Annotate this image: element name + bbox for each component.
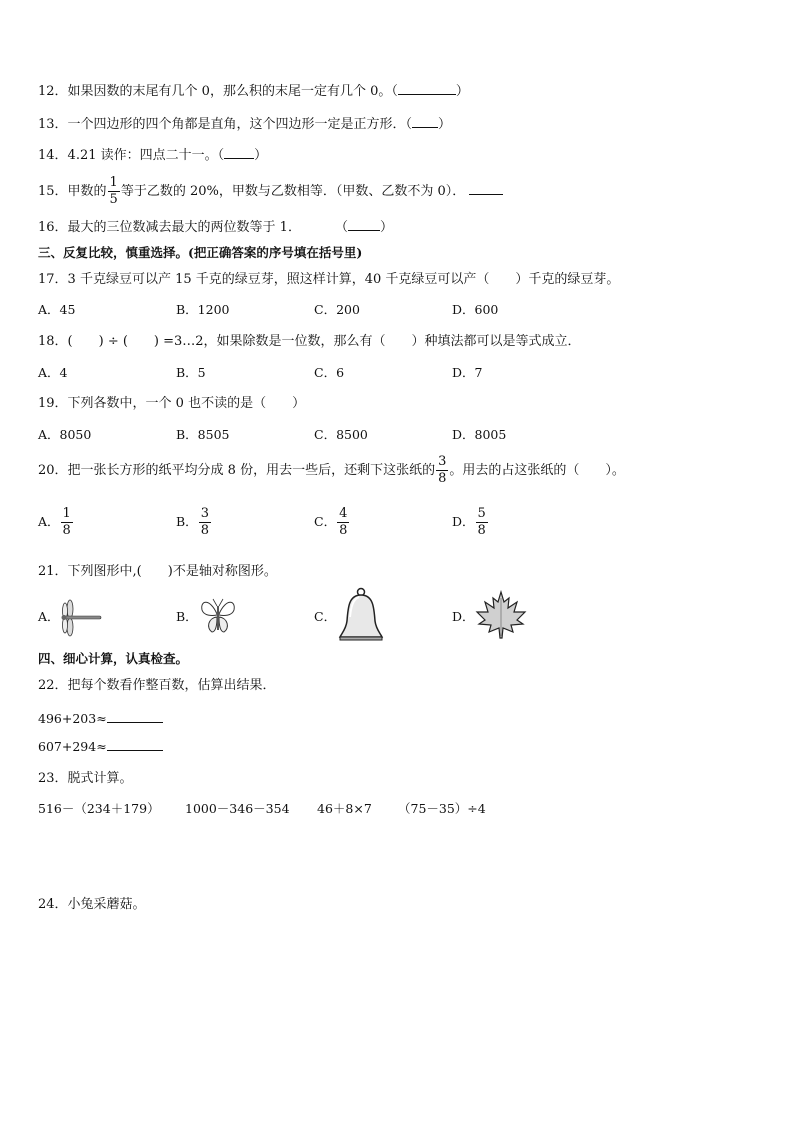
option-19-a[interactable]: A．8050 (38, 427, 92, 442)
question-12-text: 12．如果因数的末尾有几个 0，那么积的末尾一定有几个 0。（ (38, 84, 398, 99)
estimate-expression: 496+203≈ (38, 711, 107, 726)
question-22: 22．把每个数看作整百数，估算出结果． (38, 678, 276, 693)
maple-leaf-icon[interactable] (473, 590, 529, 640)
calc-expression-2: 1000－346－354 (185, 801, 290, 816)
question-12 (38, 82, 469, 101)
option-18-b[interactable]: B．5 (176, 365, 206, 380)
option-19-b[interactable]: B．8505 (176, 427, 230, 442)
fraction-three-eighths (436, 455, 448, 486)
question-17: 17．3 千克绿豆可以产 15 千克的绿豆芽，照这样计算，40 千克绿豆可以产（ ）千克的绿豆芽。 (38, 272, 620, 287)
fraction (199, 507, 211, 538)
question-19: 19．下列各数中，一个 0 也不读的是（ ） (38, 396, 306, 411)
answer-blank-14[interactable] (224, 146, 254, 159)
butterfly-icon[interactable] (198, 596, 238, 636)
option-21-b-label[interactable]: B． (176, 609, 198, 624)
estimate-item-1 (38, 710, 163, 728)
option-18-a[interactable]: A．4 (38, 365, 68, 380)
option-21-a-label[interactable]: A． (38, 609, 60, 624)
fraction (337, 507, 349, 538)
calc-expression-1: 516－（234＋179） (38, 801, 160, 816)
option-19-d[interactable]: D．8005 (452, 427, 507, 442)
numerator: 1 (109, 175, 118, 190)
numerator: 5 (477, 506, 486, 521)
option-18-c[interactable]: C．6 (314, 365, 345, 380)
fraction (61, 507, 73, 538)
question-20 (38, 455, 625, 486)
option-17-a[interactable]: A．45 (38, 302, 76, 317)
paren-close: ） (455, 84, 469, 99)
fraction (476, 507, 488, 538)
denominator: 8 (438, 471, 447, 486)
paren-close: ） (438, 117, 452, 132)
question-20-text-pre: 20．把一张长方形的纸平均分成 8 份，用去一些后，还剩下这张纸的 (38, 463, 436, 478)
question-13-text: 13．一个四边形的四个角都是直角，这个四边形一定是正方形．（ (38, 117, 413, 132)
denominator: 8 (339, 523, 348, 538)
question-14-text: 14．4.21 读作：四点二十一。（ (38, 148, 225, 163)
section-3-heading: 三、反复比较，慎重选择。(把正确答案的序号填在括号里) (38, 245, 363, 260)
option-20-c[interactable] (314, 505, 350, 539)
option-19-c[interactable]: C．8500 (314, 427, 368, 442)
calc-expression-4: （75－35）÷4 (398, 801, 486, 816)
estimate-expression: 607+294≈ (38, 739, 107, 754)
estimate-item-2 (38, 738, 163, 756)
question-15 (38, 176, 503, 207)
question-20-text-post: 。用去的占这张纸的（ ）。 (449, 463, 625, 478)
question-15-text-post: 等于乙数的 20%，甲数与乙数相等．（甲数、乙数不为 0）． (120, 184, 466, 199)
bell-icon[interactable] (336, 587, 386, 643)
calc-expression-3: 46＋8×7 (317, 801, 372, 816)
option-20-b[interactable] (176, 505, 212, 539)
option-17-b[interactable]: B．1200 (176, 302, 230, 317)
answer-blank-22-1[interactable] (107, 710, 163, 723)
option-17-c[interactable]: C．200 (314, 302, 360, 317)
option-label: B． (176, 514, 198, 529)
option-label: C． (314, 514, 337, 529)
numerator: 3 (438, 454, 447, 469)
paren-close: ） (254, 148, 268, 163)
paren-close: ） (379, 220, 393, 235)
question-16-text: 16．最大的三位数减去最大的两位数等于 1． (38, 220, 301, 235)
option-18-d[interactable]: D．7 (452, 365, 483, 380)
section-4-heading: 四、细心计算，认真检查。 (38, 651, 189, 666)
option-20-d[interactable] (452, 505, 489, 539)
option-20-a[interactable] (38, 505, 74, 539)
question-14 (38, 146, 267, 165)
option-label: A． (38, 514, 60, 529)
option-label: D． (452, 514, 475, 529)
numerator: 4 (339, 506, 348, 521)
answer-blank-22-2[interactable] (107, 738, 163, 751)
denominator: 8 (477, 523, 486, 538)
numerator: 3 (200, 506, 209, 521)
question-16 (38, 218, 393, 237)
answer-blank-16[interactable] (348, 218, 380, 231)
option-21-c-label[interactable]: C． (314, 609, 337, 624)
question-18: 18．( ) ÷ ( ) =3…2，如果除数是一位数，那么有（ ）种填法都可以是等式成立． (38, 334, 581, 349)
fraction-one-fifth (108, 176, 120, 207)
question-23: 23．脱式计算。 (38, 771, 133, 786)
denominator: 5 (109, 192, 118, 207)
option-21-d-label[interactable]: D． (452, 609, 475, 624)
question-21: 21．下列图形中,( )不是轴对称图形。 (38, 564, 277, 579)
question-13 (38, 115, 451, 134)
answer-blank-15[interactable] (469, 182, 503, 195)
answer-blank-12[interactable] (398, 82, 456, 95)
option-17-d[interactable]: D．600 (452, 302, 499, 317)
paren-open: （ (334, 220, 348, 235)
denominator: 8 (200, 523, 209, 538)
question-24: 24．小兔采蘑菇。 (38, 897, 146, 912)
dragonfly-icon[interactable] (60, 597, 104, 637)
denominator: 8 (62, 523, 71, 538)
numerator: 1 (62, 506, 71, 521)
answer-blank-13[interactable] (412, 115, 438, 128)
question-15-text-pre: 15．甲数的 (38, 184, 107, 199)
